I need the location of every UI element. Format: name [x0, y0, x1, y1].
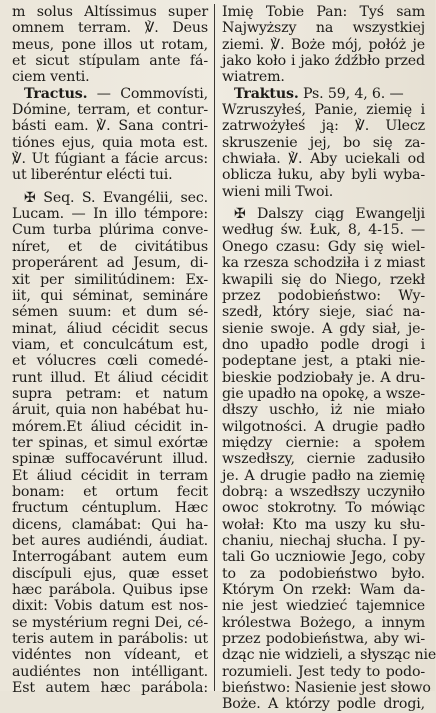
- text-line: Interrogábant autem eum: [12, 549, 208, 566]
- text-line: sémen suum: et dum sé-: [12, 304, 208, 321]
- text-line: to za podobieństwo było.: [222, 565, 425, 582]
- text-line: szedł, który sieje, siać na-: [222, 304, 425, 321]
- text-line: dno upadło podle drogi i: [222, 336, 425, 353]
- text-line: Dómine, terram, et contur-: [12, 102, 208, 119]
- text-line: Najwyższy na wszystkiej: [222, 20, 425, 37]
- text-line: Onego czasu: Gdy się wiel-: [222, 238, 425, 255]
- text-line: Wzruszyłeś, Panie, ziemię i: [222, 102, 425, 119]
- text-line: dixit: Vobis datum est nos-: [12, 598, 208, 615]
- text-line: Cum turba plúrima conve-: [12, 222, 208, 239]
- text-line: według św. Łuk, 8, 4-15. —: [222, 222, 425, 239]
- section-heading: Traktus.: [234, 85, 299, 102]
- text-line: ✠ Seq. S. Evangélii, sec.: [24, 189, 208, 206]
- text-line: skruszenie jej, bo się za-: [222, 134, 425, 151]
- text-line: Lucam. — In illo témpore:: [12, 206, 208, 223]
- text-line: audiéntes non intélligant.: [12, 663, 208, 680]
- text-line: dobrą: a wszedłszy uczyniło: [222, 483, 425, 500]
- text-line: supra petram: et natum: [12, 385, 208, 402]
- text-line: tali Go uczniowie Jego, coby: [222, 549, 425, 566]
- text-line: níret, et de civitátibus: [12, 238, 208, 255]
- text-line: viam, et conculcátum est,: [12, 336, 208, 353]
- text-line: rozumieli. Jest tedy to podo-: [222, 663, 425, 680]
- section-heading: Tractus.: [24, 85, 88, 102]
- text-line: dząc nie widzieli, a słysząc nie: [222, 647, 436, 664]
- text-line: przez podobieństwa, aby wi-: [222, 631, 425, 648]
- text-line: fructum céntuplum. Hæc: [12, 500, 208, 517]
- text-line: properárent ad Jesum, di-: [12, 255, 208, 272]
- text-line: bonam: et ortum fecit: [12, 483, 208, 500]
- text-line: bieństwo: Nasienie jest słowo: [222, 680, 431, 697]
- text-line: básti eam. ℣. Sana contri-: [12, 118, 208, 135]
- text-line: zatrwożyłeś ją: ℣. Ulecz: [222, 118, 425, 135]
- text-line: et vólucres cœli comedé-: [12, 353, 208, 370]
- text-line: ter spinas, et simul exórtæ: [12, 434, 208, 451]
- text-line: bieskie podziobały je. A dru-: [222, 369, 425, 386]
- text-line: spinæ suffocavérunt illud.: [12, 451, 208, 468]
- text-line: dicens, clamábat: Qui ha-: [12, 516, 208, 533]
- text-line: Imię Tobie Pan: Tyś sam: [222, 4, 425, 20]
- text-line: mórem.Et áliud cécidit in-: [12, 418, 208, 435]
- text-line: chaniu, niechaj słucha. I py-: [222, 533, 425, 549]
- text-line: wołał: Kto ma uszy ku słu-: [222, 516, 425, 533]
- text-line: przez podobieństwo: Wy-: [222, 287, 425, 304]
- text-line: discípuli ejus, quæ esset: [12, 565, 208, 582]
- text-line: teris autem in parábolis: ut: [12, 631, 208, 648]
- text-line: gie upadło na opokę, a wsze-: [222, 385, 426, 402]
- text-line: tiónes ejus, quia mota est.: [12, 134, 208, 151]
- text-line: se mystérium regni Dei, cé-: [12, 614, 208, 631]
- text-line: między ciernie: a społem: [222, 434, 425, 451]
- text-line: ℣. Ut fúgiant a fácie arcus:: [12, 151, 208, 168]
- text-line: ciem venti.: [12, 69, 90, 86]
- latin-column: [12, 4, 212, 697]
- text-line: m solus Altíssimus super: [12, 4, 208, 20]
- text-line: runt illud. Et áliud cécidit: [12, 369, 208, 386]
- text-line: meus, pone illos ut rotam,: [12, 36, 208, 53]
- text-line: ut liberéntur elécti tui.: [12, 167, 173, 184]
- text-line: áruit, quia non habébat hu-: [12, 402, 208, 419]
- text-line: Którym On rzekł: Wam da-: [222, 582, 425, 599]
- text-line: Traktus. Ps. 59, 4, 6. —: [234, 85, 404, 102]
- text-line: ✠ Dalszy ciąg Ewangelji: [234, 206, 425, 223]
- text-line: xit per similitúdinem: Ex-: [12, 271, 208, 288]
- text-line: bet aures audiéndi, áudiat.: [12, 533, 208, 549]
- text-line: minat, áliud cécidit secus: [12, 320, 208, 337]
- text-line: kwapili się do Niego, rzekł: [222, 271, 425, 288]
- text-line: wszedłszy, ciernie zadusiło: [222, 451, 425, 468]
- text-line: oblicza łuku, aby byli wyba-: [222, 167, 425, 184]
- text-line: wieni mili Twoi.: [222, 183, 334, 200]
- text-line: vidéntes non vídeant, et: [12, 647, 208, 664]
- text-line: Et áliud cécidit in terram: [12, 467, 208, 484]
- text-line: sienie swoje. A gdy siał, je-: [222, 320, 425, 337]
- column-divider: [214, 4, 215, 691]
- text-line: et sicut stípulam ante fá-: [12, 53, 208, 70]
- text-line: omnem terram. ℣. Deus: [12, 20, 208, 37]
- polish-column: [220, 4, 436, 713]
- text-line: iit, qui séminat, semináre: [12, 287, 208, 304]
- text-line: królestwa Bożego, a innym: [222, 614, 425, 631]
- text-line: ka rzesza schodziła i z miast: [222, 255, 425, 272]
- text-line: Boże. A którzy podle drogi,: [222, 696, 425, 713]
- text-line: chwiała. ℣. Aby uciekali od: [222, 151, 425, 168]
- text-line: je. A drugie padło na ziemię: [222, 467, 425, 484]
- text-line: ziemi. ℣. Boże mój, połóż je: [222, 36, 425, 53]
- text-line: hæc parábola. Quibus ipse: [12, 582, 208, 599]
- text-line: owoc stokrotny. To mówiąc: [222, 500, 425, 517]
- text-line: Est autem hæc parábola:: [12, 680, 208, 697]
- text-line: jako koło i jako źdźbło przed: [222, 53, 425, 70]
- text-line: Tractus. — Commovísti,: [24, 85, 208, 102]
- text-line: nie jest wiedzieć tajemnice: [222, 598, 425, 615]
- text-line: wiatrem.: [222, 69, 285, 86]
- text-line: dłszy uschło, iż nie miało: [222, 402, 425, 419]
- text-line: wilgotności. A drugie padło: [222, 418, 425, 435]
- text-line: podeptane jest, a ptaki nie-: [222, 353, 425, 370]
